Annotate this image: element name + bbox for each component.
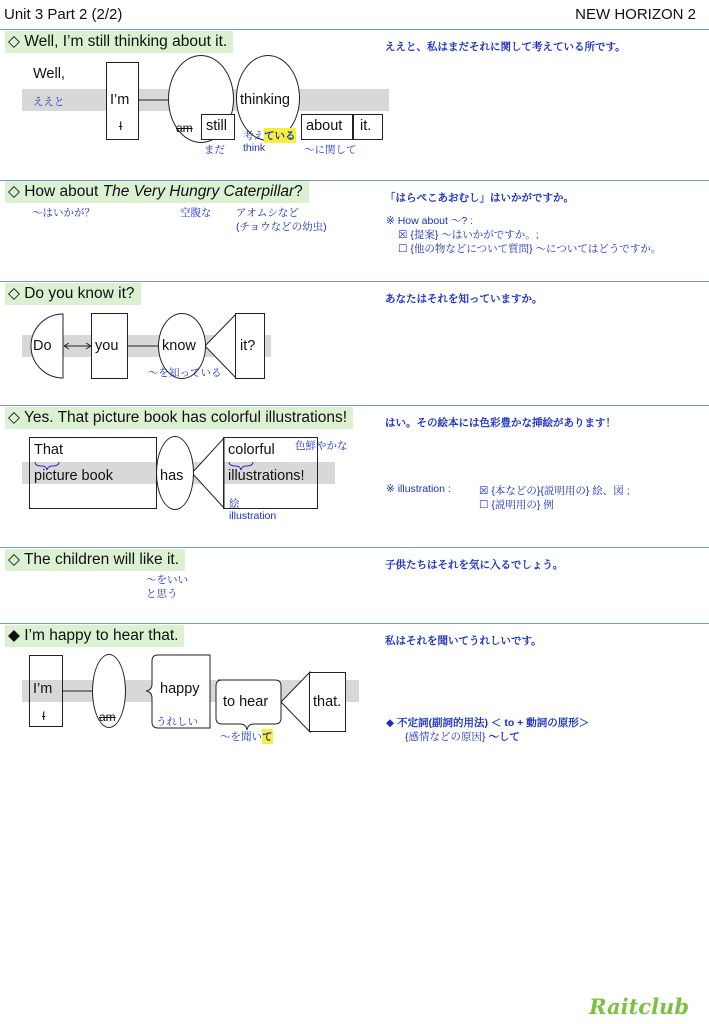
word-do: Do xyxy=(33,338,52,354)
translation-5: 子供たちはそれを気に入るでしょう。 xyxy=(385,559,564,571)
gloss-kuufuku: 空腹な xyxy=(180,207,212,219)
unit-title: Unit 3 Part 2 (2/2) xyxy=(4,6,123,23)
gloss-to-omou: と思う xyxy=(146,588,178,600)
gloss-mada: まだ xyxy=(204,144,225,156)
sentence-1: ◇ Well, I’m still thinking about it. xyxy=(5,31,233,53)
word-im: I’m xyxy=(110,92,130,108)
note-4-line2: ☐ {説明用の} 例 xyxy=(479,499,554,511)
note-6-line1: ◆ 不定詞(副詞的用法) ＜ to + 動詞の原形＞ xyxy=(386,717,590,729)
gloss-shikisai: 色鮮やかな xyxy=(295,440,348,452)
translation-3: あなたはそれを知っていますか。 xyxy=(385,293,543,305)
word-still: still xyxy=(206,118,227,134)
gloss-illustration: illustration xyxy=(229,510,277,522)
translation-1: ええと、私はまだそれに関して考えている所です。 xyxy=(385,41,626,53)
translation-2: 「はらぺこあおむし」はいかがですか。 xyxy=(385,192,574,204)
gloss-kangae: 考え xyxy=(243,130,264,142)
word-colorful: colorful xyxy=(228,442,275,458)
word-picture-book: picture book xyxy=(34,468,113,484)
word-know: know xyxy=(162,338,196,354)
gloss-ureshii: うれしい xyxy=(156,716,198,728)
note-6-line2 xyxy=(405,729,520,744)
textbook-title: NEW HORIZON 2 xyxy=(575,6,696,23)
book-title: The Very Hungry Caterpillar xyxy=(102,183,295,200)
gloss-wo-shitteiru: ～を知っている xyxy=(148,367,222,379)
word-im: I’m xyxy=(33,681,53,697)
translation-4: はい。その絵本には色彩豊かな挿絵があります！ xyxy=(385,417,616,429)
word-am-struck: am xyxy=(176,121,193,135)
translation-6: 私はそれを聞いてうれしいです。 xyxy=(385,635,542,647)
logo: Raitclub xyxy=(589,994,689,1019)
sentence-4: ◇ Yes. That picture book has colorful illustrations! xyxy=(5,407,353,429)
gloss-wo-kii: ～を聞い xyxy=(220,731,262,743)
note-6-shite: ～して xyxy=(488,731,520,743)
sentence-6: ◆ I’m happy to hear that. xyxy=(5,625,184,647)
word-you: you xyxy=(95,338,119,354)
word-it: it? xyxy=(240,338,256,354)
gloss-te: て xyxy=(262,731,273,743)
note-4-head: ※ illustration : xyxy=(386,483,451,495)
word-it: it. xyxy=(360,118,372,134)
sentence-2-pre: ◇ How about xyxy=(8,183,103,200)
word-has: has xyxy=(160,468,184,484)
word-well: Well, xyxy=(33,66,65,82)
gloss-think: think xyxy=(243,142,266,154)
word-i-struck: I xyxy=(42,709,46,723)
word-that: That xyxy=(34,442,64,458)
word-i-struck: I xyxy=(119,119,123,133)
sentence-5: ◇ The children will like it. xyxy=(5,549,185,571)
gloss-ni-kanshite: ～に関して xyxy=(304,144,357,156)
word-am-struck: am xyxy=(99,710,116,724)
gloss-youchuu: (チョウなどの幼虫) xyxy=(236,221,327,233)
word-happy: happy xyxy=(160,681,200,697)
gloss-aomushi: アオムシなど xyxy=(236,207,299,219)
gloss-ikaga: ～はいかが？ xyxy=(32,207,95,219)
word-about: about xyxy=(306,118,343,134)
gloss-wo-ii: ～をいい xyxy=(146,574,188,586)
sentence-3: ◇ Do you know it? xyxy=(5,283,141,305)
note-6-cause: {感情などの原因} xyxy=(405,731,489,743)
gloss-teiru: ている xyxy=(264,130,296,142)
word-that: that. xyxy=(313,694,342,710)
note-2-head: ※ How about ～? : xyxy=(386,215,474,227)
word-thinking: thinking xyxy=(240,92,290,108)
gloss-eeto: ええと xyxy=(33,96,65,108)
note-2-line2: ☐ {他の物などについて質問} ～についてはどうですか。 xyxy=(398,243,662,255)
gloss-e: 絵 xyxy=(229,498,240,510)
sentence-2-post: ? xyxy=(294,183,303,200)
note-2-line1: ☒ {提案} ～はいかがですか。; xyxy=(398,229,539,241)
word-illustrations: illustrations! xyxy=(228,468,305,484)
note-4-line1: ☒ {本などの}{説明用の} 絵、図 ; xyxy=(479,485,630,497)
word-to-hear: to hear xyxy=(223,694,269,710)
